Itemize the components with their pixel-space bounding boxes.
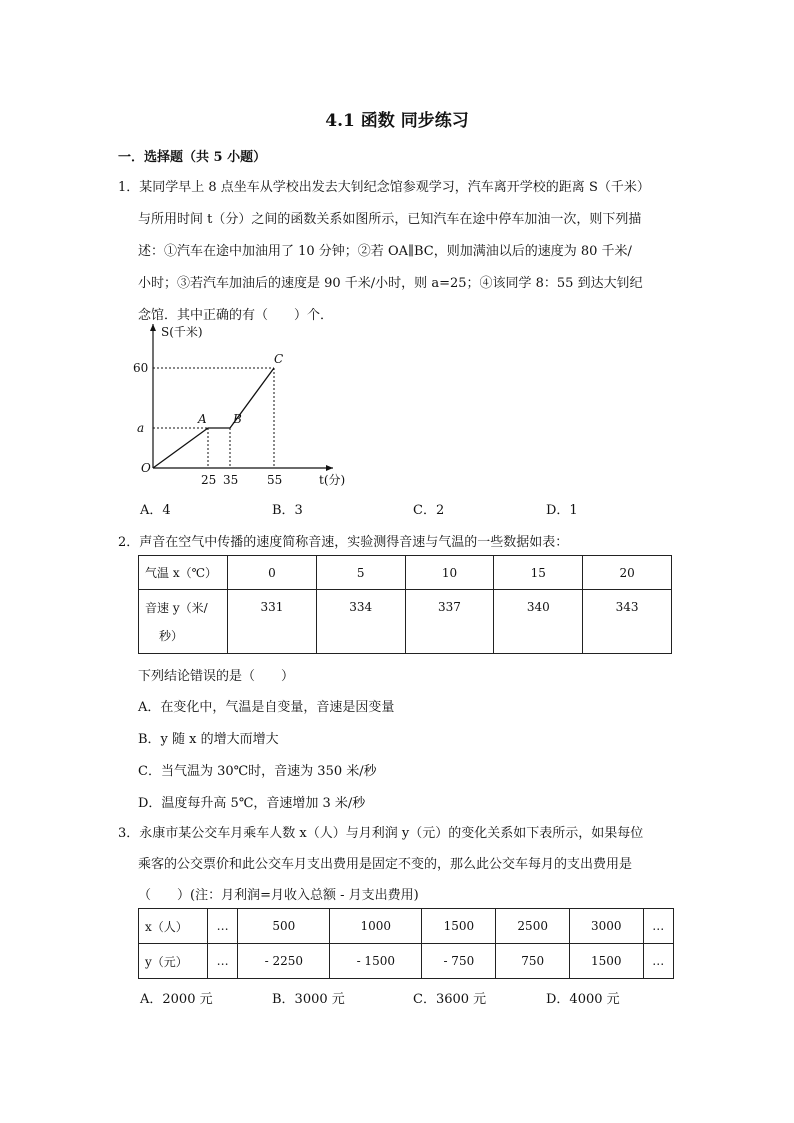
table-row bbox=[139, 944, 674, 979]
table-cell: 10 bbox=[405, 556, 494, 590]
q2-row2-head-line1: 音速 y（米/ bbox=[145, 600, 208, 615]
q2-stem: 2．声音在空气中传播的速度简称音速，实验测得音速与气温的一些数据如表： bbox=[118, 535, 569, 550]
q1-option-a[interactable]: A．4 bbox=[140, 503, 171, 518]
table-cell: 334 bbox=[316, 590, 405, 654]
q2-row2-head bbox=[139, 590, 228, 654]
q1-line: 念馆．其中正确的有（ ）个． bbox=[138, 308, 334, 323]
table-row bbox=[139, 590, 672, 654]
table-cell: 750 bbox=[496, 944, 570, 979]
table-cell: 20 bbox=[583, 556, 672, 590]
table-cell: 500 bbox=[238, 909, 330, 944]
table-cell: 0 bbox=[228, 556, 317, 590]
q2-option-b[interactable]: B．y 随 x 的增大而增大 bbox=[138, 732, 279, 747]
q2-option-a[interactable]: A．在变化中，气温是自变量，音速是因变量 bbox=[138, 700, 395, 715]
table-cell: - 750 bbox=[422, 944, 496, 979]
x-tick-label: 55 bbox=[267, 473, 283, 487]
q1-line: 述：①汽车在途中加油用了 10 分钟；②若 OA∥BC，则加满油以后的速度为 80 千米/ bbox=[138, 244, 632, 259]
table-cell: … bbox=[208, 944, 238, 979]
table-row bbox=[139, 556, 672, 590]
point-label: B bbox=[233, 412, 242, 426]
page-title: 4.1 函数 同步练习 bbox=[325, 111, 469, 131]
q3-option-c[interactable]: C．3600 元 bbox=[413, 992, 487, 1007]
series-line bbox=[153, 368, 274, 468]
q2-question: 下列结论错误的是（ ） bbox=[138, 669, 295, 684]
table-cell: … bbox=[643, 909, 673, 944]
table-cell: 1000 bbox=[330, 909, 422, 944]
x-tick-label: 25 bbox=[201, 473, 217, 487]
section-heading: 一．选择题（共 5 小题） bbox=[118, 150, 267, 165]
table-cell: 15 bbox=[494, 556, 583, 590]
origin-label: O bbox=[141, 461, 151, 475]
x-tick-label: 35 bbox=[223, 473, 239, 487]
q2-table bbox=[138, 555, 672, 654]
q1-option-c[interactable]: C．2 bbox=[413, 503, 445, 518]
y-tick-label: 60 bbox=[133, 361, 149, 375]
q1-option-d[interactable]: D．1 bbox=[546, 503, 578, 518]
q1-line: 1．某同学早上 8 点坐车从学校出发去大钊纪念馆参观学习，汽车离开学校的距离 S（千米） bbox=[118, 180, 650, 195]
point-label: A bbox=[198, 412, 207, 426]
table-row bbox=[139, 909, 674, 944]
y-tick-label: a bbox=[137, 421, 145, 435]
q3-row1-head: x（人） bbox=[139, 909, 208, 944]
table-cell: 1500 bbox=[422, 909, 496, 944]
q1-option-b[interactable]: B．3 bbox=[272, 503, 303, 518]
y-axis-label: S(千米) bbox=[161, 325, 203, 339]
table-cell: - 1500 bbox=[330, 944, 422, 979]
q2-option-d[interactable]: D．温度每升高 5℃，音速增加 3 米/秒 bbox=[138, 796, 366, 811]
q3-line: 乘客的公交票价和此公交车月支出费用是固定不变的，那么此公交车每月的支出费用是 bbox=[138, 857, 633, 872]
table-cell: 1500 bbox=[570, 944, 644, 979]
q2-option-c[interactable]: C．当气温为 30℃时，音速为 350 米/秒 bbox=[138, 764, 377, 779]
table-cell: 3000 bbox=[570, 909, 644, 944]
q1-line: 与所用时间 t（分）之间的函数关系如图所示，已知汽车在途中停车加油一次，则下列描 bbox=[138, 212, 642, 227]
table-cell: … bbox=[208, 909, 238, 944]
q3-option-b[interactable]: B．3000 元 bbox=[272, 992, 345, 1007]
q3-line: （ ）(注：月利润=月收入总额 - 月支出费用) bbox=[138, 888, 419, 903]
q3-line: 3．永康市某公交车月乘车人数 x（人）与月利润 y（元）的变化关系如下表所示，如果每位 bbox=[118, 826, 644, 841]
x-axis-label: t(分) bbox=[319, 473, 346, 487]
distance-time-graph bbox=[135, 318, 355, 493]
q3-option-d[interactable]: D．4000 元 bbox=[546, 992, 620, 1007]
q2-row1-head: 气温 x（℃） bbox=[139, 556, 228, 590]
table-cell: 5 bbox=[316, 556, 405, 590]
q1-line: 小时；③若汽车加油后的速度是 90 千米/小时，则 a=25；④该同学 8：55 到达大钊纪 bbox=[138, 276, 643, 291]
q2-row2-head-line2: 秒） bbox=[159, 628, 184, 643]
table-cell: - 2250 bbox=[238, 944, 330, 979]
table-cell: 2500 bbox=[496, 909, 570, 944]
table-cell: 337 bbox=[405, 590, 494, 654]
q3-table bbox=[138, 908, 674, 979]
y-axis-arrow-icon bbox=[150, 324, 156, 331]
table-cell: 343 bbox=[583, 590, 672, 654]
x-axis-arrow-icon bbox=[326, 465, 333, 471]
q3-row2-head: y（元） bbox=[139, 944, 208, 979]
table-cell: 331 bbox=[228, 590, 317, 654]
q3-option-a[interactable]: A．2000 元 bbox=[140, 992, 213, 1007]
table-cell: 340 bbox=[494, 590, 583, 654]
point-label: C bbox=[274, 352, 284, 366]
table-cell: … bbox=[643, 944, 673, 979]
